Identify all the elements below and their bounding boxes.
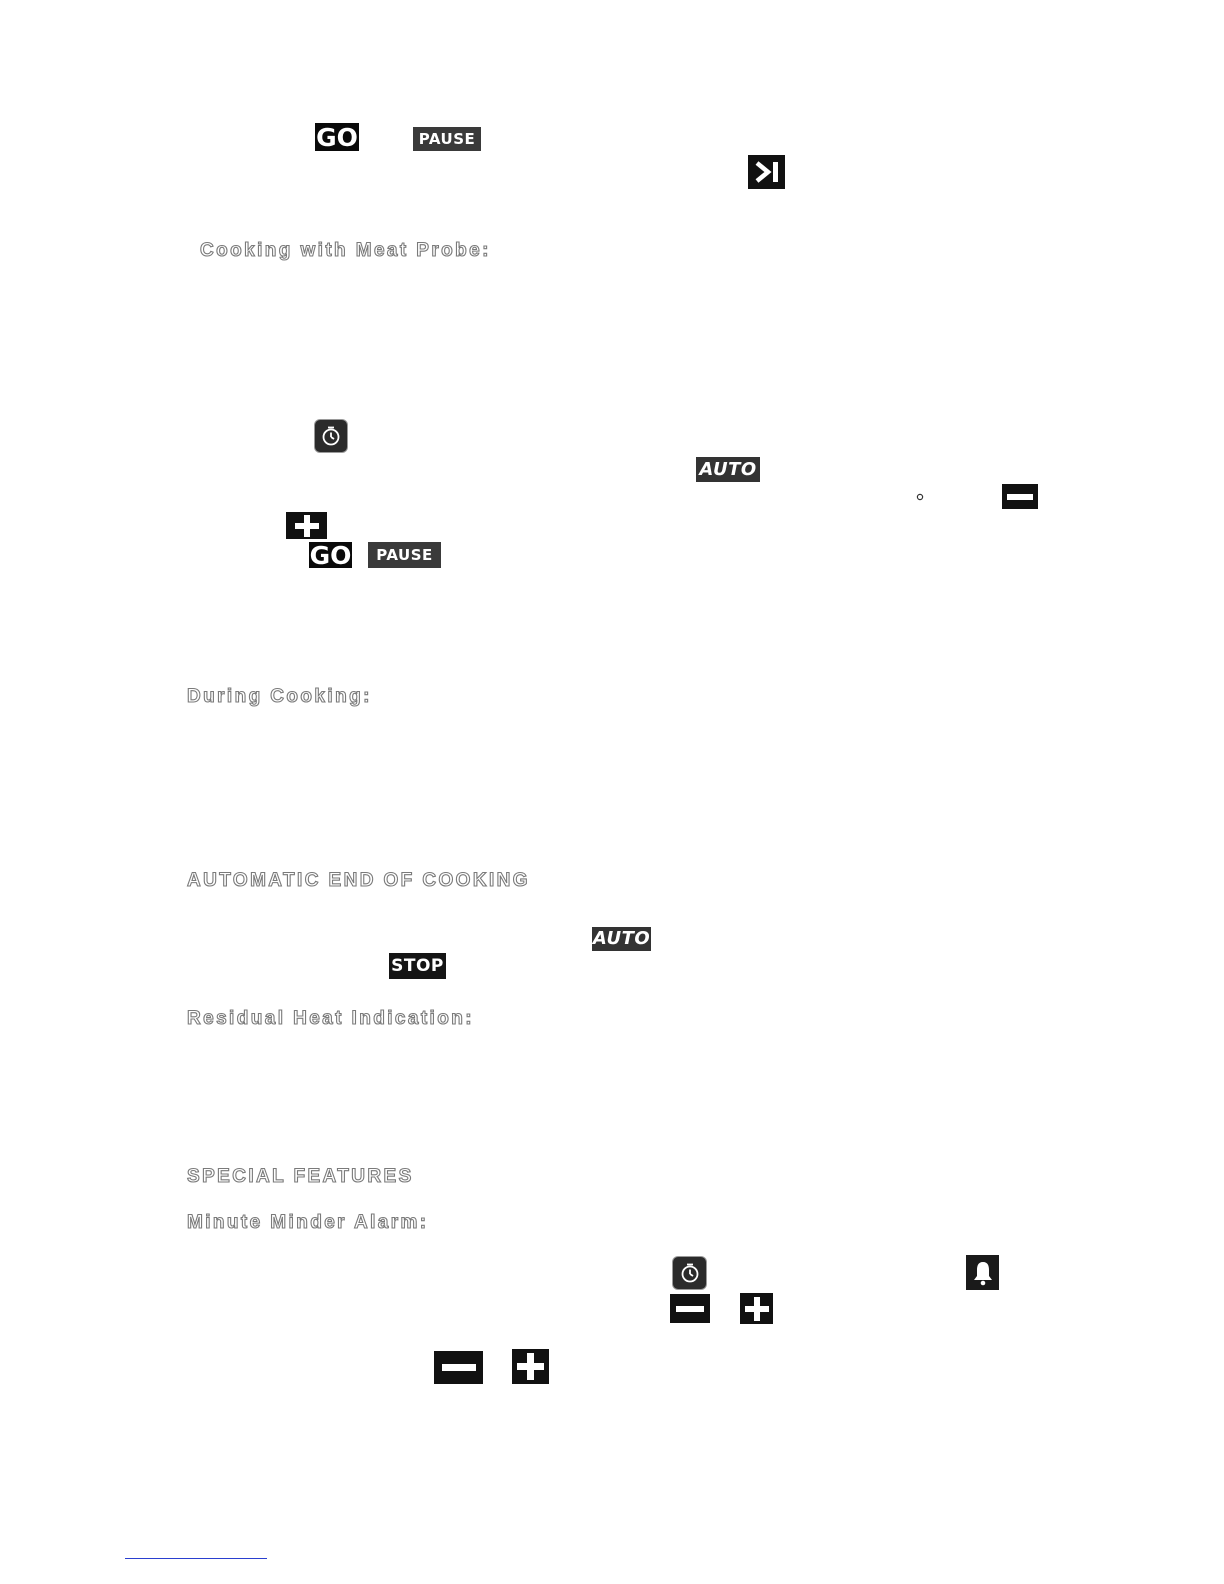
auto-indicator-2: AUTO bbox=[592, 928, 651, 949]
minus-icon bbox=[1007, 493, 1033, 501]
automatic-end-heading: AUTOMATIC END OF COOKING bbox=[187, 870, 530, 891]
go-button[interactable]: GO bbox=[316, 122, 358, 152]
minus-icon bbox=[442, 1363, 476, 1372]
plus-button[interactable] bbox=[286, 512, 327, 539]
footnote-rule bbox=[125, 1558, 267, 1559]
timer-button[interactable] bbox=[315, 420, 347, 452]
skip-next-icon bbox=[752, 159, 782, 185]
during-cooking-heading: During Cooking: bbox=[187, 686, 372, 707]
timer-icon bbox=[320, 425, 342, 447]
degree-icon bbox=[916, 493, 924, 501]
plus-button-3[interactable] bbox=[512, 1349, 549, 1384]
minute-minder-heading: Minute Minder Alarm: bbox=[187, 1212, 429, 1233]
skip-next-button[interactable] bbox=[748, 155, 785, 189]
auto-indicator: AUTO bbox=[696, 457, 760, 482]
minus-button[interactable] bbox=[1002, 484, 1038, 509]
stop-button[interactable]: STOP bbox=[389, 953, 446, 979]
plus-icon bbox=[745, 1297, 769, 1321]
bell-button[interactable] bbox=[966, 1255, 999, 1290]
pause-button-2[interactable]: PAUSE bbox=[368, 542, 441, 568]
timer-button-2[interactable] bbox=[673, 1257, 706, 1289]
timer-icon bbox=[679, 1262, 701, 1284]
minus-icon bbox=[676, 1305, 704, 1313]
plus-icon bbox=[517, 1353, 544, 1380]
meat-probe-heading: Cooking with Meat Probe: bbox=[200, 240, 491, 261]
plus-button-2[interactable] bbox=[740, 1293, 773, 1324]
special-features-heading: SPECIAL FEATURES bbox=[187, 1166, 414, 1187]
pause-button[interactable]: PAUSE bbox=[413, 127, 481, 151]
go-button-2[interactable]: GO bbox=[309, 540, 352, 570]
minus-button-2[interactable] bbox=[670, 1294, 710, 1323]
bell-icon bbox=[972, 1260, 994, 1286]
minus-button-3[interactable] bbox=[434, 1351, 483, 1384]
residual-heat-heading: Residual Heat Indication: bbox=[187, 1008, 474, 1029]
plus-icon bbox=[295, 515, 319, 537]
